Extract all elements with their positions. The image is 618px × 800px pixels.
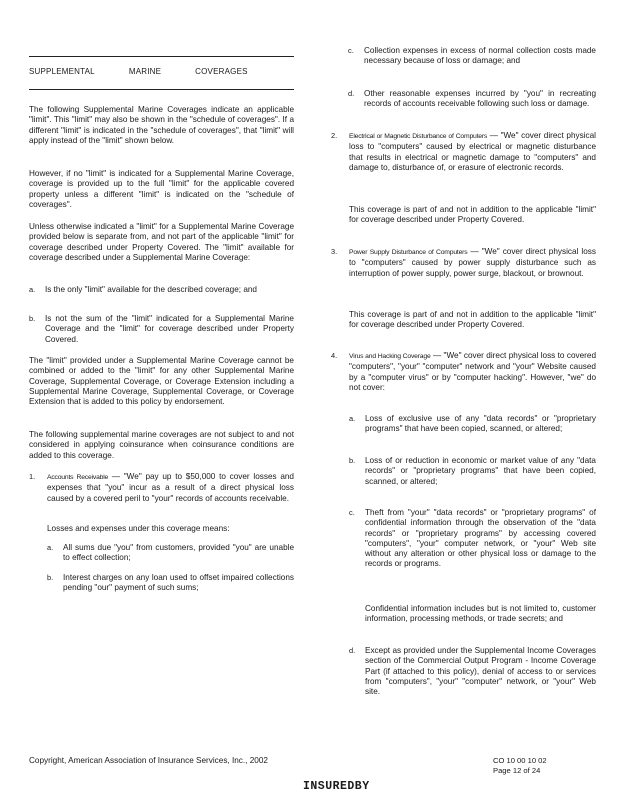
- heading-word-coverages: COVERAGES: [195, 67, 248, 76]
- list-item-label: d.: [349, 646, 356, 655]
- coverage-4-virus-hacking: [331, 351, 596, 393]
- coverage-4-item-b: [349, 456, 596, 487]
- copyright-notice: Copyright, American Association of Insurance Services, Inc., 2002: [29, 756, 268, 765]
- list-item-label: c.: [349, 508, 355, 517]
- coverage-number: 3.: [331, 247, 338, 256]
- coverage-1-subheading: Losses and expenses under this coverage means:: [47, 524, 230, 533]
- intro-paragraph-5: The following supplemental marine coverages are not subject to and not considered in applying coinsurance when coinsurance conditions are added to this coverage.: [29, 430, 294, 460]
- coverage-1-item-c: [348, 46, 596, 67]
- coverage-2-note: This coverage is part of and not in addition to the applicable "limit" for coverage described under Property Covered.: [349, 205, 596, 225]
- heading-word-marine: MARINE: [128, 67, 162, 76]
- list-item-a: [29, 285, 294, 295]
- coverage-title: Virus and Hacking Coverage: [349, 353, 431, 360]
- coverage-number: 2.: [331, 131, 338, 140]
- coverage-4-item-d: [349, 646, 596, 697]
- list-item-text: Except as provided under the Supplemental Income Coverages section of the Commercial Output Program - Income Coverage Part (if attached to this policy), denial of access to or services from "computers", "your" "computer" network, or "your" Web site.: [365, 646, 596, 697]
- coverage-title: Electrical or Magnetic Disturbance of Computers: [349, 133, 488, 140]
- section-heading: [29, 67, 294, 77]
- heading-rule: [29, 89, 294, 90]
- coverage-1-item-a: [47, 543, 294, 564]
- coverage-2-electrical-disturbance: [331, 131, 596, 173]
- insured-by-stamp: INSUREDBY: [303, 780, 370, 793]
- list-item-text: Loss of exclusive use of any "data records" or "proprietary programs" that have been copied, scanned, or altered;: [365, 414, 596, 434]
- list-item-label: a.: [29, 285, 36, 294]
- form-page-info: [493, 756, 547, 776]
- list-item-label: c.: [348, 46, 354, 55]
- list-item-label: a.: [349, 414, 356, 423]
- heading-word-supplemental: SUPPLEMENTAL: [29, 67, 95, 76]
- coverage-4-item-a: [349, 414, 596, 435]
- coverage-1-accounts-receivable: [29, 472, 294, 504]
- coverage-number: 1.: [29, 472, 36, 481]
- list-item-text: Collection expenses in excess of normal collection costs made necessary because of loss or damage; and: [364, 46, 596, 66]
- form-number: CO 10 00 10 02: [493, 756, 547, 765]
- coverage-text: — "We" pay up to $50,000 to cover losses and expenses that "you" incur as a result of a direct physical loss caused by a covered peril to "your" records of accounts receivable.: [47, 472, 294, 503]
- list-item-label: a.: [47, 543, 54, 552]
- list-item-label: b.: [47, 573, 54, 582]
- page-number: Page 12 of 24: [493, 766, 541, 775]
- coverage-1-item-b: [47, 573, 294, 594]
- coverage-title: Accounts Receivable: [47, 474, 109, 481]
- list-item-text: Is the only "limit" available for the described coverage; and: [45, 285, 257, 294]
- list-item-text: All sums due "you" from customers, provided "you" are unable to effect collection;: [63, 543, 294, 563]
- list-item-text: Loss of or reduction in economic or market value of any "data records" or "proprietary programs" that have been copied, scanned, or altered;: [365, 456, 596, 486]
- coverage-number: 4.: [331, 351, 338, 360]
- intro-paragraph-4: The "limit" provided under a Supplemental Marine Coverage cannot be combined or added to the "limit" for any other Supplemental Marine Coverage, Supplemental Coverage, or Coverage Extension including a Supplemental Marine Coverage, Supplemental Coverage, or Coverage Extension that is added to this policy by endorsement.: [29, 356, 294, 407]
- intro-paragraph-1: The following Supplemental Marine Coverages indicate an applicable "limit". This "limit" may also be shown in the "schedule of coverages". If a different "limit" is indicated in the "schedule of coverages", that "limit" will apply instead of the "limit" shown below.: [29, 105, 294, 145]
- coverage-title: Power Supply Disturbance of Computers: [349, 249, 468, 256]
- list-item-label: d.: [348, 89, 355, 98]
- coverage-text: — "We" cover direct physical loss to covered "computers", "your" "computer" network and "your" Website caused by a "computer virus" or by "computer hacking". However, "we" do not cover:: [349, 351, 596, 392]
- list-item-text: Theft from "your" "data records" or "proprietary programs" of confidential information through the observation of the "data records" or "proprietary programs" by accessing covered "computers", "your" computer network, or "your" Web site without any alteration or other physical loss or damage to the records or programs.: [365, 508, 596, 569]
- list-item-text: Interest charges on any loan used to offset impaired collections pending "our" payment of such sums;: [63, 573, 294, 593]
- top-rule: [29, 56, 294, 57]
- list-item-b: [29, 314, 294, 345]
- list-item-text: Other reasonable expenses incurred by "you" in recreating records of accounts receivable following such loss or damage.: [364, 89, 596, 109]
- coverage-text: — "We" cover direct physical loss to "computers" caused by electrical or magnetic disturbance that results in electrical or magnetic damage to "computers" and damage to, disturbance of, or erasure of electronic records.: [349, 131, 596, 172]
- coverage-3-note: This coverage is part of and not in addition to the applicable "limit" for coverage described under Property Covered.: [349, 310, 596, 330]
- intro-paragraph-3: Unless otherwise indicated a "limit" for a Supplemental Marine Coverage provided below is separate from, and not part of the applicable "limit" for coverage described under Property Covered. The "limit" available for coverage described under a Supplemental Marine Coverage:: [29, 222, 294, 262]
- coverage-3-power-supply: [331, 247, 596, 279]
- coverage-1-item-d: [348, 89, 596, 110]
- coverage-4-item-c: [349, 508, 596, 570]
- coverage-4-item-c-note: Confidential information includes but is not limited to, customer information, processing methods, or trade secrets; and: [365, 604, 596, 624]
- list-item-label: b.: [29, 314, 36, 323]
- list-item-label: b.: [349, 456, 356, 465]
- intro-paragraph-2: However, if no "limit" is indicated for a Supplemental Marine Coverage, coverage is provided up to the full "limit" for the applicable covered property unless a different "limit" is indicated on the "schedule of coverages".: [29, 169, 294, 209]
- list-item-text: Is not the sum of the "limit" indicated for a Supplemental Marine Coverage and the "limit" for coverage described under Property Covered.: [45, 314, 294, 344]
- coverage-text: — "We" cover direct physical loss to "computers" caused by power supply disturbance such as interruption of power supply, power surge, blackout, or brownout.: [349, 247, 596, 278]
